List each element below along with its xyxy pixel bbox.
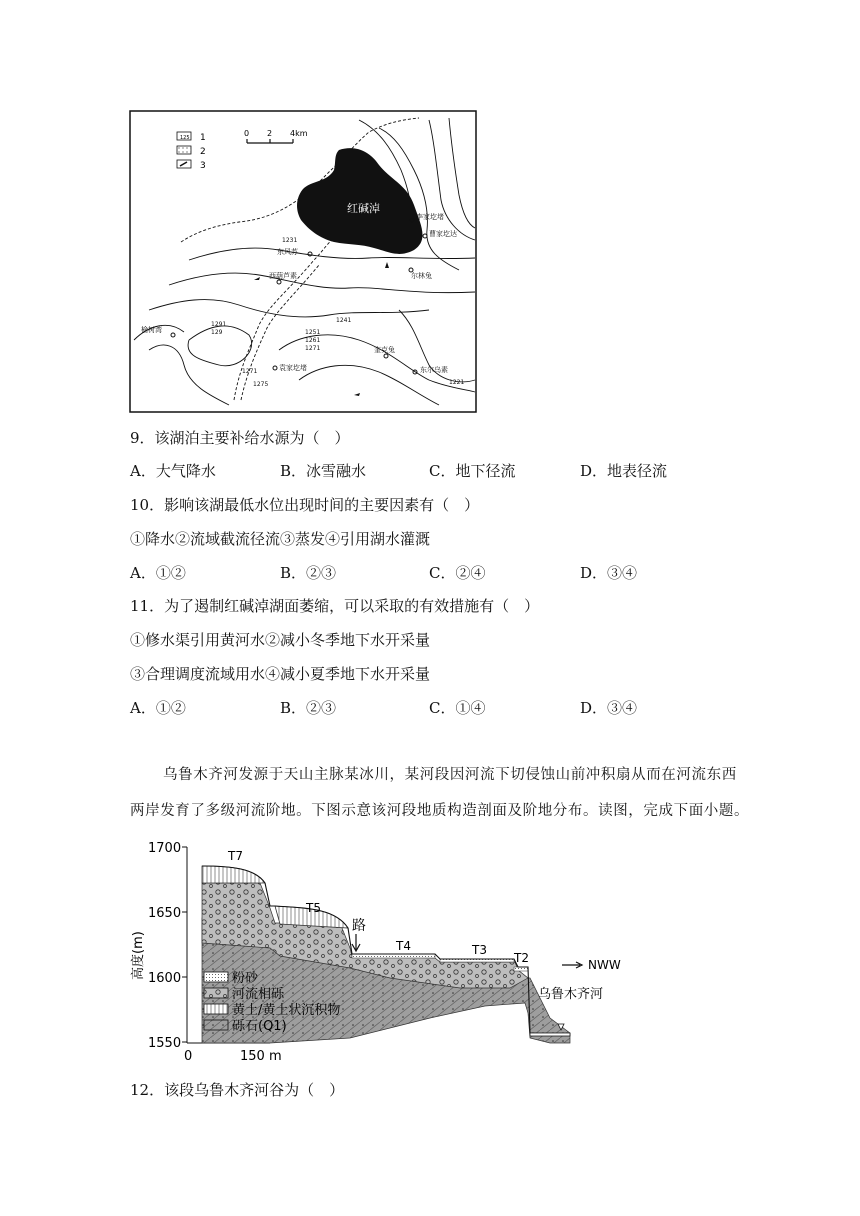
q10-option-d[interactable]: D．③④ xyxy=(580,564,638,582)
river-label: 乌鲁木齐河 xyxy=(538,987,604,1002)
passage-line-1: 乌鲁木齐河发源于天山主脉某冰川，某河段因河流下切侵蚀山前冲积扇从而在河流东西 xyxy=(163,767,737,783)
road-arrow xyxy=(352,934,360,951)
q10-option-b[interactable]: B．②③ xyxy=(280,564,337,582)
svg-text:1291: 1291 xyxy=(211,321,227,328)
svg-text:东尔乌素: 东尔乌素 xyxy=(420,366,448,374)
q9-option-b[interactable]: B．冰雪融水 xyxy=(280,462,367,480)
q10-option-c[interactable]: C．②④ xyxy=(429,564,486,582)
map-legend-2: 2 xyxy=(200,147,206,157)
y-axis-label: 高度(m) xyxy=(131,931,146,980)
layer-silt-t2 xyxy=(514,967,528,971)
svg-text:1271: 1271 xyxy=(242,368,258,375)
topographic-map xyxy=(129,110,477,413)
q10-option-a[interactable]: A．①② xyxy=(130,564,186,582)
svg-text:1251: 1251 xyxy=(305,329,321,336)
q11-option-d[interactable]: D．③④ xyxy=(580,699,638,717)
map-legend-1: 1 xyxy=(200,133,206,143)
map-legend-3: 3 xyxy=(200,161,206,171)
q9-option-c[interactable]: C．地下径流 xyxy=(429,462,516,480)
q9-stem: 9．该湖泊主要补给水源为（ ） xyxy=(130,429,350,447)
map-svg xyxy=(129,110,477,413)
q11-stem: 11．为了遏制红碱淖湖面萎缩，可以采取的有效措施有（ ） xyxy=(130,597,540,615)
q11-option-b[interactable]: B．②③ xyxy=(280,699,337,717)
svg-text:袁家圪堵: 袁家圪堵 xyxy=(279,364,307,372)
svg-text:125: 125 xyxy=(180,135,190,141)
ytick-1650: 1650 xyxy=(148,906,182,921)
q12-stem: 12．该段乌鲁木齐河谷为（ ） xyxy=(130,1081,345,1099)
geologic-profile xyxy=(130,838,630,1062)
svg-text:4km: 4km xyxy=(290,129,308,138)
terrace-t3: T3 xyxy=(472,943,487,957)
svg-text:1261: 1261 xyxy=(305,337,321,344)
svg-text:1271: 1271 xyxy=(305,345,321,352)
xtick-0: 0 xyxy=(184,1049,193,1062)
lake-name: 红碱淖 xyxy=(347,202,380,215)
terrace-t5: T5 xyxy=(306,901,321,915)
direction-label: NWW xyxy=(588,958,621,972)
legend-river-gravel: 河流相砾 xyxy=(232,987,285,1002)
map-legend xyxy=(177,132,206,171)
svg-text:129: 129 xyxy=(211,329,223,336)
svg-text:1231: 1231 xyxy=(282,237,298,244)
svg-text:曹家圪达: 曹家圪达 xyxy=(429,230,457,238)
passage-line-2: 两岸发育了多级河流阶地。下图示意该河段地质构造剖面及阶地分布。读图，完成下面小题。 xyxy=(130,803,750,819)
river-water xyxy=(530,1033,570,1036)
svg-text:1241: 1241 xyxy=(336,317,352,324)
layer-silt-t4 xyxy=(352,954,435,958)
svg-text:西葫芦素: 西葫芦素 xyxy=(269,272,297,280)
direction-arrow xyxy=(562,962,582,968)
svg-text:东风苏: 东风苏 xyxy=(277,248,298,256)
xtick-150: 150 m xyxy=(240,1049,282,1062)
svg-text:尔林兔: 尔林兔 xyxy=(411,272,432,280)
q11-statements-1: ①修水渠引用黄河水②减小冬季地下水开采量 xyxy=(130,631,431,649)
q11-option-c[interactable]: C．①④ xyxy=(429,699,486,717)
svg-text:李家圪堵: 李家圪堵 xyxy=(416,213,444,221)
svg-text:1275: 1275 xyxy=(253,381,269,388)
ytick-1700: 1700 xyxy=(148,841,182,856)
legend-silt: 粉砂 xyxy=(232,971,259,986)
svg-text:2: 2 xyxy=(267,129,273,138)
svg-text:0: 0 xyxy=(244,129,250,138)
legend-loess: 黄土/黄土状沉积物 xyxy=(232,1003,341,1018)
svg-text:1221: 1221 xyxy=(449,379,465,386)
profile-svg xyxy=(130,838,630,1062)
ytick-1600: 1600 xyxy=(148,971,182,986)
svg-text:奎克兔: 奎克兔 xyxy=(374,346,395,354)
terrace-t7: T7 xyxy=(228,849,243,863)
q11-statements-2: ③合理调度流域用水④减小夏季地下水开采量 xyxy=(130,665,431,683)
q9-option-d[interactable]: D．地表径流 xyxy=(580,462,668,480)
q9-option-a[interactable]: A．大气降水 xyxy=(130,462,216,480)
terrace-t2: T2 xyxy=(514,951,529,965)
q10-stem: 10．影响该湖最低水位出现时间的主要因素有（ ） xyxy=(130,496,480,514)
ytick-1550: 1550 xyxy=(148,1036,182,1051)
road-label: 路 xyxy=(352,918,366,934)
q11-option-a[interactable]: A．①② xyxy=(130,699,186,717)
terrace-t4: T4 xyxy=(396,939,411,953)
svg-text:榆树湾: 榆树湾 xyxy=(141,326,162,334)
legend-q1-gravel: 砾石(Q1) xyxy=(232,1019,287,1034)
q10-statements: ①降水②流域截流径流③蒸发④引用湖水灌溉 xyxy=(130,530,431,548)
